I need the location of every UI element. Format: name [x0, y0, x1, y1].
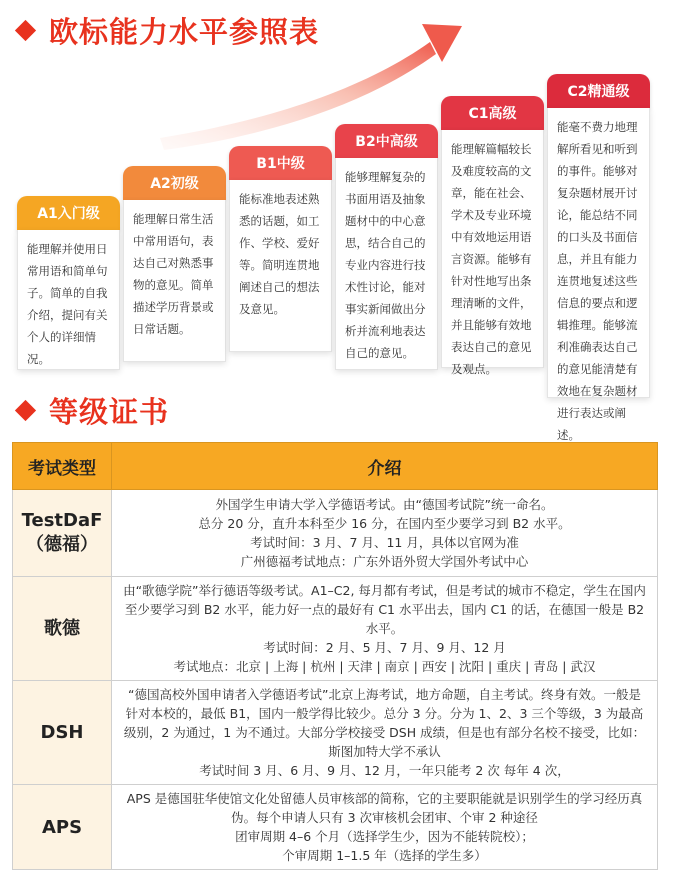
- level-description: 能理解篇幅较长及难度较高的文章，能在社会、学术及专业环境中有效地运用语言资源。能够有针对性地写出条理清晰的文件，并且能够有效地表达自己的意见及观点。: [441, 130, 544, 368]
- description-line: 考试地点：北京 | 上海 | 杭州 | 天津 | 南京 | 西安 | 沈阳 | 重庆 | 青岛 | 武汉: [173, 659, 596, 674]
- description-line: 总分 20 分，直升本科至少 16 分，在国内至少要学习到 B2 水平。: [198, 516, 571, 531]
- level-card-c1: [441, 96, 544, 376]
- table-row: [13, 785, 658, 870]
- description-line: 由“歌德学院”举行德语等级考试。A1–C2, 每月都有考试，但是考试的城市不稳定，学生在国内至少要学习到 B2 水平，能力好一点的最好有 C1 水平出去，国内 C1 的话，在德国一般是 B2 水平。: [123, 583, 646, 636]
- description-line: 考试时间：3 月、7 月、11 月，具体以官网为准: [250, 535, 519, 550]
- description-line: 考试时间 3 月、6 月、9 月、12 月，一年只能考 2 次 每年 4 次，: [199, 763, 570, 778]
- level-label: C1高级: [441, 96, 544, 130]
- level-card-a1: [17, 196, 120, 370]
- level-description: 能标准地表述熟悉的话题，如工作、学校、爱好等。简明连贯地阐述自己的想法及意见。: [229, 180, 332, 352]
- description-line: 外国学生申请大学入学德语考试。由“德国考试院”统一命名。: [215, 497, 554, 512]
- description-line: 个审周期 1–1.5 年（选择的学生多）: [282, 848, 487, 863]
- level-card-b1: [229, 146, 332, 352]
- level-label: B1中级: [229, 146, 332, 180]
- exam-type: DSH: [13, 681, 112, 785]
- level-label: C2精通级: [547, 74, 650, 108]
- diamond-bullet-icon: [15, 399, 36, 420]
- header-exam-type: 考试类型: [13, 443, 112, 490]
- exam-description: [112, 785, 658, 870]
- header-introduction: 介绍: [112, 443, 658, 490]
- description-line: 广州德福考试地点：广东外语外贸大学国外考试中心: [240, 554, 529, 569]
- level-label: A1入门级: [17, 196, 120, 230]
- level-description: 能理解并使用日常用语和简单句子。简单的自我介绍，提问有关个人的详细情况。: [17, 230, 120, 370]
- level-card-c2: [547, 74, 650, 442]
- certificate-table: [12, 442, 658, 870]
- section-title-text: 等级证书: [49, 394, 170, 429]
- exam-type: APS: [13, 785, 112, 870]
- description-line: “德国高校外国申请者入学德语考试”北京上海考试，地方命题，自主考试。终身有效。一般是针对本校的，最低 B1，国内一般学得比较少。总分 3 分。分为 1、2、3 三个等级，3 为最高级别，2 为通过，1 为不通过。大部分学校接受 DSH 成绩，但是也有部分名校不接受，比如：斯图加特大学不承认: [123, 687, 646, 759]
- description-line: APS 是德国驻华使馆文化处留德人员审核部的简称，它的主要职能就是识别学生的学习经历真伪。每个申请人只有 3 次审核机会团审、个审 2 种途径: [126, 791, 643, 825]
- description-line: 团审周期 4–6 个月（选择学生少，因为不能转院校）；: [235, 829, 534, 844]
- level-label: A2初级: [123, 166, 226, 200]
- level-card-a2: [123, 166, 226, 362]
- level-card-b2: [335, 124, 438, 370]
- table-header-row: [13, 443, 658, 490]
- description-line: 考试时间：2 月、5 月、7 月、9 月、12 月: [263, 640, 506, 655]
- exam-type: TestDaF （德福）: [13, 490, 112, 577]
- table-row: [13, 681, 658, 785]
- section-title-text: 欧标能力水平参照表: [49, 14, 320, 49]
- exam-type: 歌德: [13, 577, 112, 681]
- level-label: B2中高级: [335, 124, 438, 158]
- exam-description: [112, 577, 658, 681]
- level-description: 能毫不费力地理解所看见和听到的事件。能够对复杂题材展开讨论，能总结不同的口头及书面信息，并且有能力连贯地复述这些信息的要点和逻辑推理。能够流利准确表达自己的意见能清楚有效地在复杂题材进行表达或阐述。: [547, 108, 650, 398]
- diamond-bullet-icon: [15, 19, 36, 40]
- level-description: 能够理解复杂的书面用语及抽象题材中的中心意思，结合自己的专业内容进行技术性讨论，能对事实新闻做出分析并流利地表达自己的意见。: [335, 158, 438, 370]
- exam-description: [112, 490, 658, 577]
- section-title-certificates: [12, 386, 169, 434]
- table-row: [13, 577, 658, 681]
- level-description: 能理解日常生活中常用语句，表达自己对熟悉事物的意见。简单描述学历背景或日常话题。: [123, 200, 226, 362]
- table-row: [13, 490, 658, 577]
- exam-description: [112, 681, 658, 785]
